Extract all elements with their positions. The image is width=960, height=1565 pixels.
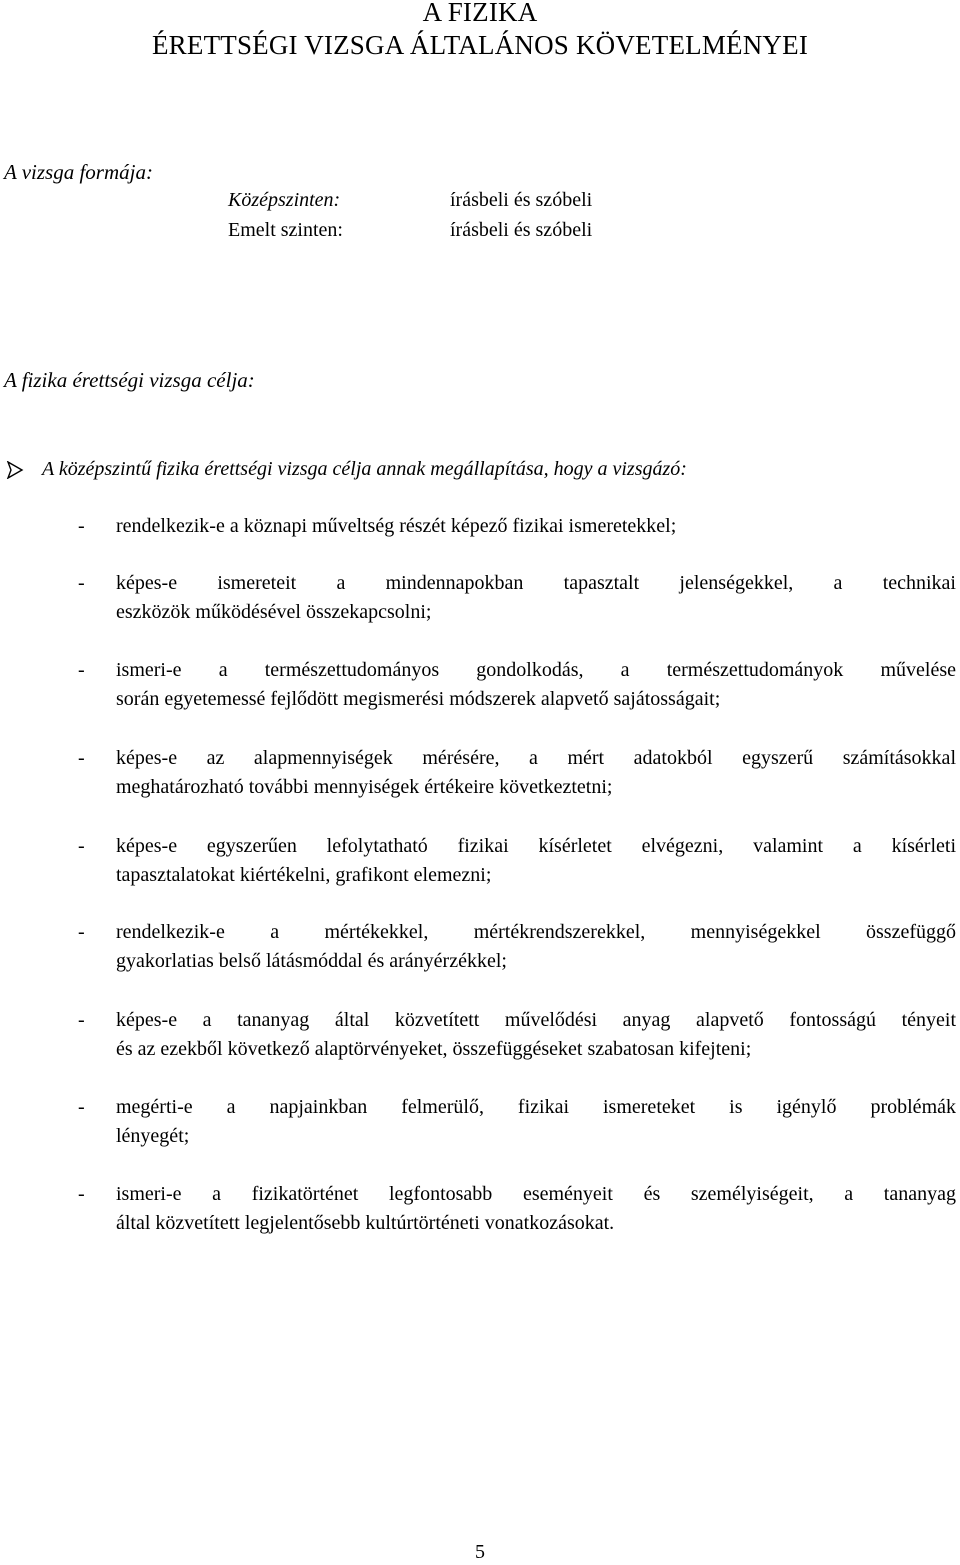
- list-item-line: képes-e a tananyag által közvetített művelődési anyag alapvető fontosságú tényeit: [116, 1009, 956, 1031]
- list-item-line: gyakorlatias belső látásmóddal és arányérzékkel;: [116, 950, 507, 972]
- list-dash: -: [78, 921, 85, 943]
- list-dash: -: [78, 1009, 85, 1031]
- mid-level-value: írásbeli és szóbeli: [450, 189, 593, 211]
- list-dash: -: [78, 659, 85, 681]
- arrowhead-bullet-icon: [6, 461, 24, 479]
- list-item: [116, 569, 956, 627]
- list-item-line: tapasztalatokat kiértékelni, grafikont elemezni;: [116, 864, 492, 886]
- list-item: [116, 1093, 956, 1151]
- exam-form-heading: A vizsga formája:: [4, 160, 153, 184]
- mid-level-label: Középszinten:: [228, 189, 341, 211]
- list-item-line: képes-e egyszerűen lefolytatható fizikai kísérletet elvégezni, valamint a kísérleti: [116, 835, 956, 857]
- list-item-line: eszközök működésével összekapcsolni;: [116, 601, 432, 623]
- document-title-line-2: ÉRETTSÉGI VIZSGA ÁLTALÁNOS KÖVETELMÉNYEI: [151, 30, 809, 60]
- list-item-line: rendelkezik-e a mértékekkel, mértékrendszerekkel, mennyiségekkel összefüggő: [116, 921, 956, 943]
- list-dash: -: [78, 1183, 85, 1205]
- list-item: [116, 1006, 956, 1064]
- list-item-line: megérti-e a napjainkban felmerülő, fizikai ismereteket is igénylő problémák: [116, 1096, 956, 1118]
- list-dash: -: [78, 572, 85, 594]
- advanced-level-value: írásbeli és szóbeli: [450, 219, 593, 241]
- exam-aim-heading: A fizika érettségi vizsga célja:: [4, 368, 255, 392]
- exam-aim-intro: A középszintű fizika érettségi vizsga célja annak megállapítása, hogy a vizsgázó:: [42, 458, 687, 480]
- list-dash: -: [78, 515, 85, 537]
- list-item: [116, 512, 956, 541]
- list-item: [116, 1180, 956, 1238]
- page-number: 5: [475, 1541, 485, 1563]
- list-item-line: rendelkezik-e a köznapi műveltség részét képező fizikai ismeretekkel;: [116, 515, 677, 537]
- list-item-line: ismeri-e a természettudományos gondolkodás, a természettudományok művelése: [116, 659, 956, 681]
- list-dash: -: [78, 1096, 85, 1118]
- list-item: [116, 918, 956, 976]
- list-item: [116, 744, 956, 802]
- list-dash: -: [78, 835, 85, 857]
- list-item: [116, 656, 956, 714]
- advanced-level-label: Emelt szinten:: [228, 219, 343, 241]
- list-item-line: meghatározható további mennyiségek értékeire következtetni;: [116, 776, 613, 798]
- list-item-line: ismeri-e a fizikatörténet legfontosabb eseményeit és személyiségeit, a tananyag: [116, 1183, 956, 1205]
- document-title-line-1: A FIZIKA: [422, 0, 538, 27]
- list-item-line: során egyetemessé fejlődött megismerési módszerek alapvető sajátosságait;: [116, 688, 721, 710]
- list-item: [116, 832, 956, 890]
- list-item-line: által közvetített legjelentősebb kultúrtörténeti vonatkozásokat.: [116, 1212, 615, 1234]
- list-item-line: és az ezekből következő alaptörvényeket, összefüggéseket szabatosan kifejteni;: [116, 1038, 752, 1060]
- list-item-line: lényegét;: [116, 1125, 190, 1147]
- list-item-line: képes-e ismereteit a mindennapokban tapasztalt jelenségekkel, a technikai: [116, 572, 956, 594]
- list-dash: -: [78, 747, 85, 769]
- list-item-line: képes-e az alapmennyiségek mérésére, a mért adatokból egyszerű számításokkal: [116, 747, 956, 769]
